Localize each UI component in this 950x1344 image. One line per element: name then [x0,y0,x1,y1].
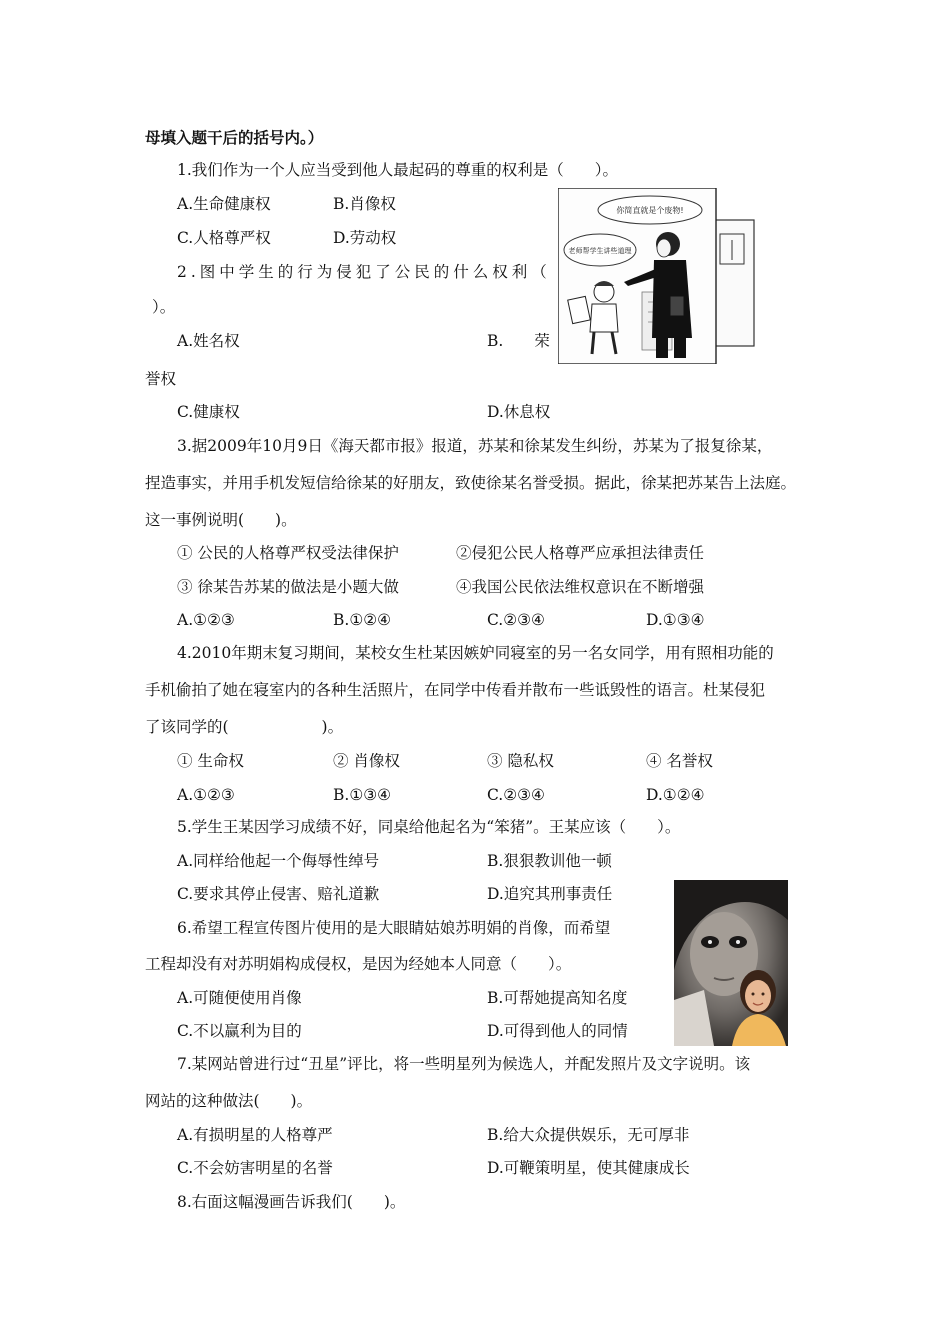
q2-option-a: A.姓名权 [177,332,240,350]
q5-option-b: B.狠狠教训他一顿 [487,852,612,870]
q4-item-3: ③ 隐私权 [487,752,554,770]
q3-option-a: A.①②③ [177,611,235,629]
bubble-text-2: 老师帮学生讲些道理 [568,247,632,255]
q5-option-c: C.要求其停止侵害、赔礼道歉 [177,885,380,903]
q1-option-b: B.肖像权 [333,195,396,213]
q4-option-c: C.②③④ [487,786,545,804]
q6-option-b: B.可帮她提高知名度 [487,989,628,1007]
q5-option-a: A.同样给他起一个侮辱性绰号 [177,852,380,870]
q4-option-a: A.①②③ [177,786,235,804]
q2-stem-line2: ）。 [152,298,176,316]
q2-option-d: D.休息权 [487,403,551,421]
q7-stem-line2: 网站的这种做法( )。 [145,1092,313,1110]
q3-statement-4: ④我国公民依法维权意识在不断增强 [456,578,705,596]
q3-option-c: C.②③④ [487,611,545,629]
q7-option-a: A.有损明星的人格尊严 [177,1126,333,1144]
q2-option-b-continued: 誉权 [145,370,177,388]
teacher-scolding-cartoon [558,188,756,364]
q3-statement-2: ②侵犯公民人格尊严应承担法律责任 [456,544,705,562]
q1-option-c: C.人格尊严权 [177,229,271,247]
bubble-text-1: 你简直就是个废物! [616,206,684,215]
q6-stem-line1: 6.希望工程宣传图片使用的是大眼睛姑娘苏明娟的肖像，而希望 [177,919,611,937]
q3-statement-1: ① 公民的人格尊严权受法律保护 [177,544,399,562]
q4-stem-line3: 了该同学的( )。 [145,718,344,736]
q8-stem: 8.右面这幅漫画告诉我们( )。 [177,1193,406,1211]
q1-option-a: A.生命健康权 [177,195,271,213]
q4-stem-line2: 手机偷拍了她在寝室内的各种生活照片，在同学中传看并散布一些诋毁性的语言。杜某侵犯 [145,681,766,699]
q3-stem-line3: 这一事例说明( )。 [145,511,297,529]
q4-option-d: D.①②④ [646,786,705,804]
q6-stem-line2: 工程却没有对苏明娟构成侵权，是因为经她本人同意（ ）。 [145,955,572,973]
q7-option-d: D.可鞭策明星，使其健康成长 [487,1159,690,1177]
q5-stem: 5.学生王某因学习成绩不好，同桌给他起名为“笨猪”。王某应该（ ）。 [177,818,681,836]
q6-option-c: C.不以赢利为目的 [177,1022,302,1040]
q5-option-d: D.追究其刑事责任 [487,885,613,903]
q3-stem-line2: 捏造事实，并用手机发短信给徐某的好朋友，致使徐某名誉受损。据此，徐某把苏某告上法庭。 [145,474,797,492]
q6-option-d: D.可得到他人的同情 [487,1022,628,1040]
q1-option-d: D.劳动权 [333,229,397,247]
q7-option-b: B.给大众提供娱乐，无可厚非 [487,1126,690,1144]
q4-stem-line1: 4.2010年期末复习期间，某校女生杜某因嫉妒同寝室的另一名女同学，用有照相功能的 [177,644,774,662]
q3-stem-line1: 3.据2009年10月9日《海天都市报》报道，苏某和徐某发生纠纷，苏某为了报复徐某， [177,437,773,455]
q7-option-c: C.不会妨害明星的名誉 [177,1159,333,1177]
q3-option-d: D.①③④ [646,611,705,629]
q3-statement-3: ③ 徐某告苏某的做法是小题大做 [177,578,399,596]
q2-option-b: B. 荣 [487,332,550,350]
q4-item-1: ① 生命权 [177,752,244,770]
q6-option-a: A.可随便使用肖像 [177,989,302,1007]
header-line: 母填入题干后的括号内。） [145,129,324,147]
q3-option-b: B.①②④ [333,611,392,629]
q2-option-c: C.健康权 [177,403,240,421]
q2-stem-line1: 2.图中学生的行为侵犯了公民的什么权利（ [177,263,551,281]
hope-project-photo [674,880,788,1046]
q7-stem-line1: 7.某网站曾进行过“丑星”评比，将一些明星列为候选人，并配发照片及文字说明。该 [177,1055,751,1073]
q1-stem: 1.我们作为一个人应当受到他人最起码的尊重的权利是（ ）。 [177,161,619,179]
q4-item-4: ④ 名誉权 [646,752,713,770]
q4-item-2: ② 肖像权 [333,752,400,770]
q4-option-b: B.①③④ [333,786,392,804]
